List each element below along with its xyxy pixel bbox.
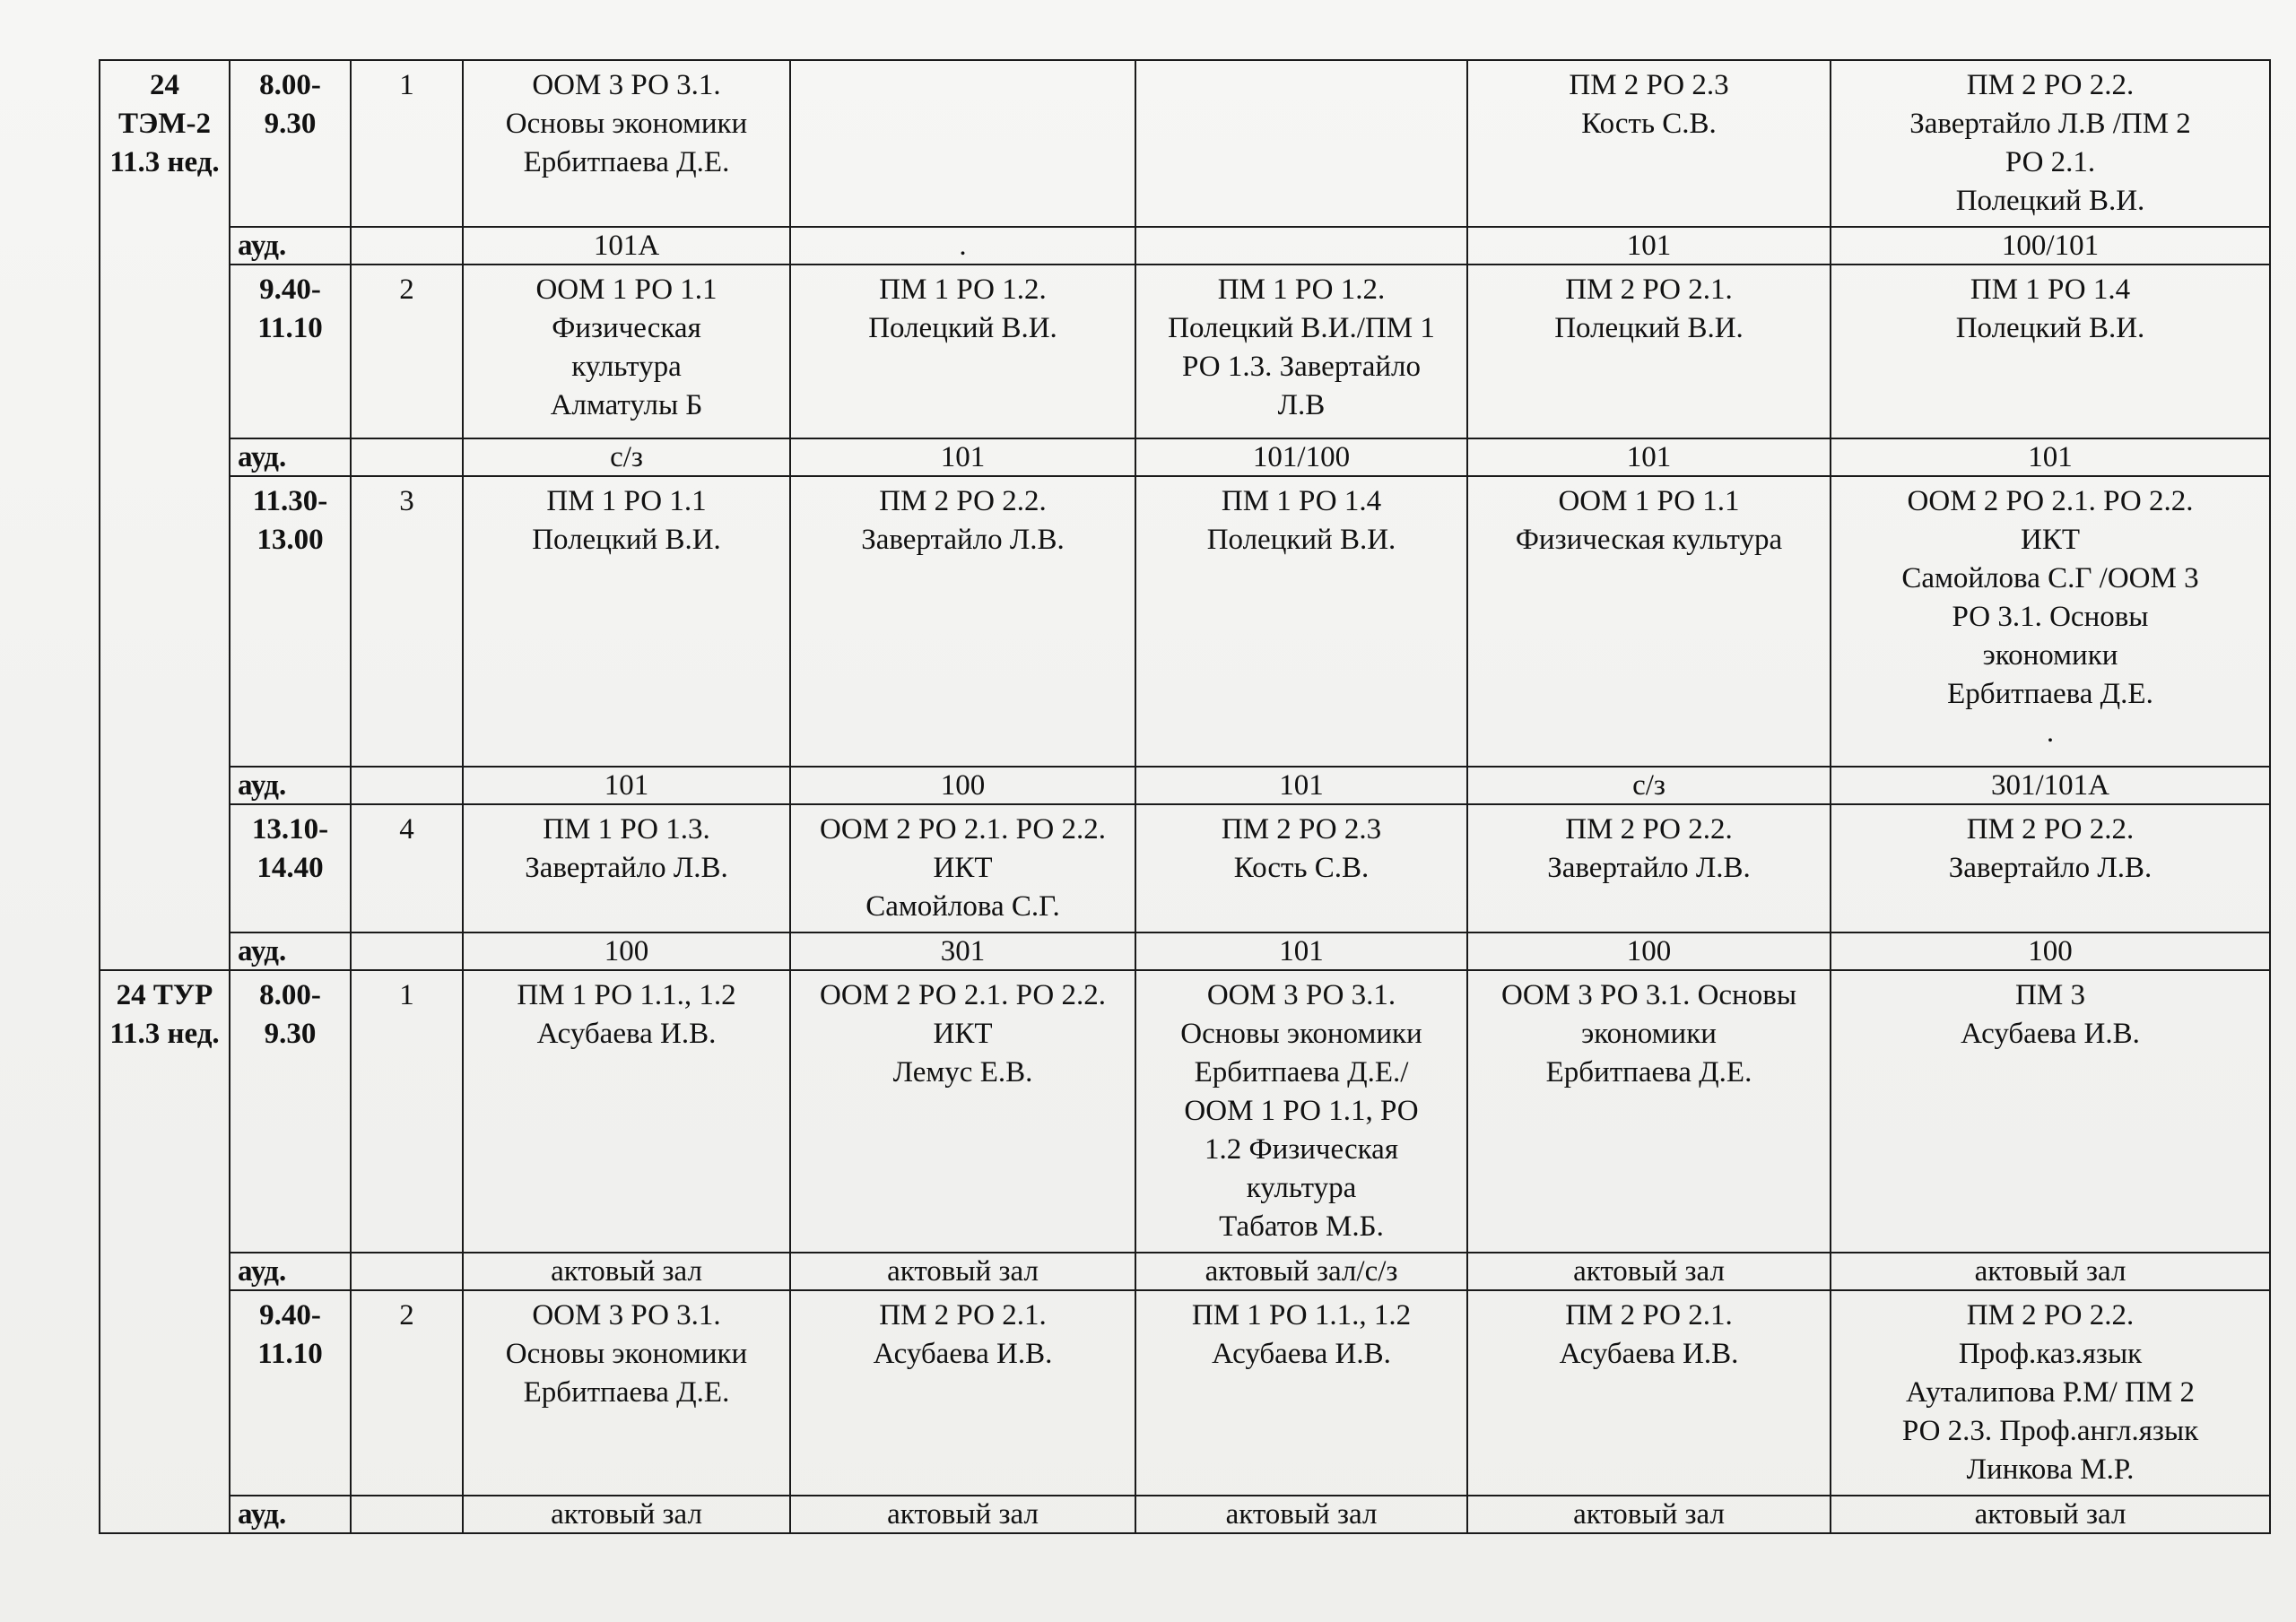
room-value: с/з — [463, 438, 790, 476]
lesson-cell — [1135, 804, 1467, 932]
room-label: ауд. — [230, 767, 351, 804]
room-value: актовый зал/с/з — [1135, 1253, 1467, 1290]
room-spacer — [351, 1253, 463, 1290]
lesson-cell — [1831, 970, 2270, 1253]
lesson-cell — [463, 60, 790, 227]
room-value: 101 — [1467, 438, 1831, 476]
lesson-text: ПМ 1 РО 1.1., 1.2 Асубаева И.В. — [1191, 1299, 1412, 1370]
room-value: актовый зал — [463, 1253, 790, 1290]
room-value: 101А — [463, 227, 790, 265]
room-row — [100, 438, 2270, 476]
schedule-body — [100, 60, 2270, 1533]
lesson-cell — [790, 970, 1135, 1253]
lesson-cell — [1831, 60, 2270, 227]
lesson-number: 3 — [351, 476, 463, 767]
room-row — [100, 1496, 2270, 1533]
room-value: актовый зал — [1831, 1496, 2270, 1533]
room-value: 101 — [790, 438, 1135, 476]
room-label: ауд. — [230, 227, 351, 265]
lesson-time: 9.40-11.10 — [230, 1290, 351, 1496]
room-value: . — [790, 227, 1135, 265]
lesson-text: ООМ 1 РО 1.1 Физическая культура Алматулы Б — [535, 273, 718, 421]
lesson-text: ПМ 2 РО 2.2. Завертайло Л.В. — [1948, 813, 2152, 884]
lesson-text: ПМ 3 Асубаева И.В. — [1961, 979, 2140, 1050]
room-value: 101 — [1135, 767, 1467, 804]
room-row — [100, 932, 2270, 970]
lesson-text: ООМ 2 РО 2.1. РО 2.2. ИКТ Самойлова С.Г /ООМ 3 РО 3.1. Основы экономики Ербитпаева Д.Е. . — [1901, 485, 2199, 749]
lesson-cell — [790, 60, 1135, 227]
room-value: 100/101 — [1831, 227, 2270, 265]
lesson-number: 4 — [351, 804, 463, 932]
room-value: 101 — [1135, 932, 1467, 970]
room-value: актовый зал — [1467, 1496, 1831, 1533]
lesson-number: 1 — [351, 60, 463, 227]
lesson-text: ПМ 2 РО 2.2. Завертайло Л.В. — [1547, 813, 1751, 884]
lesson-cell — [1467, 265, 1831, 438]
schedule-table — [99, 59, 2271, 1534]
lesson-row — [100, 476, 2270, 767]
lesson-cell — [463, 970, 790, 1253]
lesson-row — [100, 265, 2270, 438]
room-value: актовый зал — [1831, 1253, 2270, 1290]
room-value: 101 — [1831, 438, 2270, 476]
room-value: актовый зал — [463, 1496, 790, 1533]
room-label: ауд. — [230, 932, 351, 970]
lesson-text: ООМ 3 РО 3.1. Основы экономики Ербитпаева Д.Е. — [505, 69, 748, 178]
room-value: актовый зал — [790, 1253, 1135, 1290]
lesson-cell — [463, 1290, 790, 1496]
lesson-text: ПМ 1 РО 1.2. Полецкий В.И. — [868, 273, 1057, 344]
lesson-text: ПМ 2 РО 2.3 Кость С.В. — [1569, 69, 1729, 140]
lesson-text: ПМ 1 РО 1.1 Полецкий В.И. — [532, 485, 721, 556]
lesson-text: ООМ 1 РО 1.1 Физическая культура — [1515, 485, 1783, 556]
lesson-text: ООМ 2 РО 2.1. РО 2.2. ИКТ Лемус Е.В. — [820, 979, 1106, 1089]
lesson-cell — [1135, 60, 1467, 227]
lesson-cell — [1831, 1290, 2270, 1496]
lesson-time: 8.00-9.30 — [230, 60, 351, 227]
room-value — [1135, 227, 1467, 265]
lesson-text: ПМ 2 РО 2.3 Кость С.В. — [1221, 813, 1382, 884]
lesson-cell — [1135, 265, 1467, 438]
lesson-text: ПМ 1 РО 1.2. Полецкий В.И./ПМ 1 РО 1.3. Завертайло Л.В — [1168, 273, 1435, 421]
lesson-cell — [1135, 970, 1467, 1253]
room-spacer — [351, 1496, 463, 1533]
lesson-time: 9.40-11.10 — [230, 265, 351, 438]
lesson-cell — [1135, 1290, 1467, 1496]
room-value: 301 — [790, 932, 1135, 970]
room-value: 101 — [463, 767, 790, 804]
lesson-row — [100, 804, 2270, 932]
room-value: с/з — [1467, 767, 1831, 804]
group-name: 24 ТУР 11.3 нед. — [100, 970, 230, 1533]
lesson-cell — [1467, 804, 1831, 932]
lesson-number: 2 — [351, 265, 463, 438]
room-value: актовый зал — [790, 1496, 1135, 1533]
lesson-cell — [463, 804, 790, 932]
lesson-cell — [1831, 265, 2270, 438]
lesson-number: 1 — [351, 970, 463, 1253]
lesson-text: ПМ 1 РО 1.4 Полецкий В.И. — [1955, 273, 2145, 344]
lesson-cell — [790, 265, 1135, 438]
lesson-row — [100, 970, 2270, 1253]
lesson-text: ООМ 3 РО 3.1. Основы экономики Ербитпаева Д.Е. — [505, 1299, 748, 1409]
room-label: ауд. — [230, 1253, 351, 1290]
lesson-cell — [1135, 476, 1467, 767]
room-value: актовый зал — [1467, 1253, 1831, 1290]
lesson-text: ООМ 3 РО 3.1. Основы экономики Ербитпаева Д.Е. — [1501, 979, 1796, 1089]
room-value: 100 — [790, 767, 1135, 804]
lesson-cell — [790, 476, 1135, 767]
room-value: 100 — [1831, 932, 2270, 970]
room-spacer — [351, 767, 463, 804]
lesson-cell — [1467, 970, 1831, 1253]
room-value: актовый зал — [1135, 1496, 1467, 1533]
room-value: 101/100 — [1135, 438, 1467, 476]
lesson-cell — [790, 804, 1135, 932]
lesson-cell — [1467, 476, 1831, 767]
lesson-cell — [463, 476, 790, 767]
lesson-text: ООМ 3 РО 3.1. Основы экономики Ербитпаева Д.Е./ ООМ 1 РО 1.1, РО 1.2 Физическая культура Табатов М.Б. — [1180, 979, 1422, 1243]
lesson-row — [100, 1290, 2270, 1496]
room-spacer — [351, 932, 463, 970]
room-value: 100 — [463, 932, 790, 970]
lesson-text: ПМ 2 РО 2.2. Проф.каз.язык Ауталипова Р.М/ ПМ 2 РО 2.3. Проф.англ.язык Линкова М.Р. — [1901, 1299, 2199, 1486]
lesson-cell — [1467, 60, 1831, 227]
lesson-cell — [1831, 476, 2270, 767]
lesson-text: ПМ 1 РО 1.4 Полецкий В.И. — [1206, 485, 1396, 556]
lesson-row — [100, 60, 2270, 227]
room-value: 101 — [1467, 227, 1831, 265]
lesson-text: ПМ 1 РО 1.1., 1.2 Асубаева И.В. — [517, 979, 736, 1050]
lesson-text: ПМ 2 РО 2.2. Завертайло Л.В. — [861, 485, 1065, 556]
lesson-cell — [790, 1290, 1135, 1496]
lesson-time: 13.10-14.40 — [230, 804, 351, 932]
room-label: ауд. — [230, 438, 351, 476]
room-spacer — [351, 438, 463, 476]
room-label: ауд. — [230, 1496, 351, 1533]
room-row — [100, 1253, 2270, 1290]
lesson-cell — [463, 265, 790, 438]
lesson-cell — [1831, 804, 2270, 932]
lesson-number: 2 — [351, 1290, 463, 1496]
lesson-text: ПМ 2 РО 2.1. Асубаева И.В. — [873, 1299, 1053, 1370]
room-row — [100, 227, 2270, 265]
lesson-text: ПМ 1 РО 1.3. Завертайло Л.В. — [525, 813, 728, 884]
lesson-time: 8.00-9.30 — [230, 970, 351, 1253]
lesson-cell — [1467, 1290, 1831, 1496]
lesson-text: ПМ 2 РО 2.1. Асубаева И.В. — [1559, 1299, 1739, 1370]
room-value: 100 — [1467, 932, 1831, 970]
group-name: 24 ТЭМ-2 11.3 нед. — [100, 60, 230, 970]
lesson-text: ООМ 2 РО 2.1. РО 2.2. ИКТ Самойлова С.Г. — [820, 813, 1106, 923]
lesson-text: ПМ 2 РО 2.2. Завертайло Л.В /ПМ 2 РО 2.1. Полецкий В.И. — [1909, 69, 2191, 217]
room-row — [100, 767, 2270, 804]
lesson-time: 11.30-13.00 — [230, 476, 351, 767]
room-value: 301/101А — [1831, 767, 2270, 804]
room-spacer — [351, 227, 463, 265]
lesson-text: ПМ 2 РО 2.1. Полецкий В.И. — [1554, 273, 1744, 344]
